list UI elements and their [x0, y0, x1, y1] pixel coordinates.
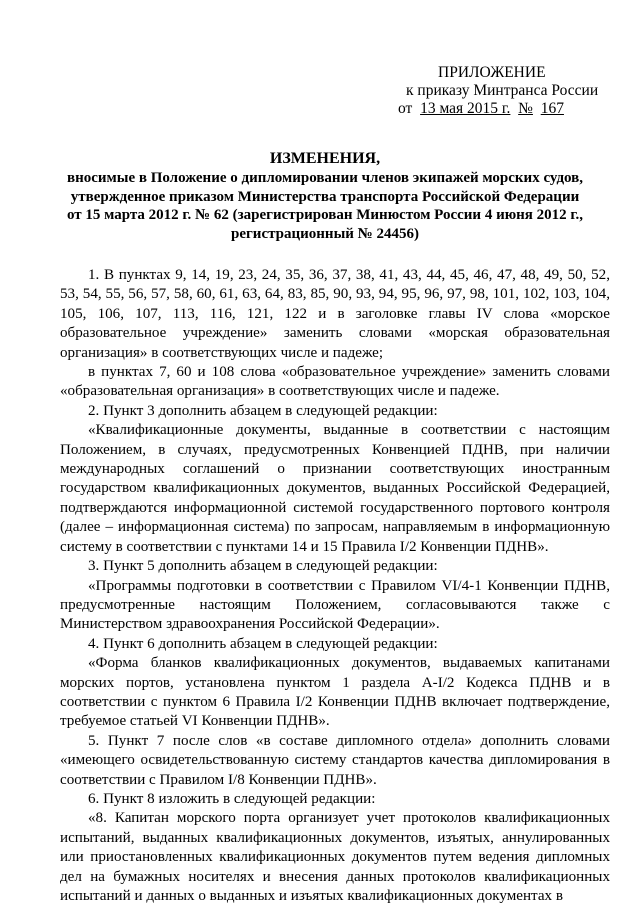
number-prefix: № [518, 100, 533, 117]
document-heading [60, 150, 590, 243]
paragraph: «Программы подготовки в соответствии с Правилом VI/4-1 Конвенции ПДНВ, предусмотренные настоящим Положением, согласовываются также с Министерством здравоохранения Российской Федерации». [60, 577, 610, 633]
paragraph: 3. Пункт 5 дополнить абзацем в следующей редакции: [88, 558, 438, 575]
paragraph: 2. Пункт 3 дополнить абзацем в следующей редакции: [88, 402, 438, 419]
paragraph: 5. Пункт 7 после слов «в составе дипломного отдела» дополнить словами «имеющего освидетельствованную систему стандартов качества дипломирования в соответствии с Правилом I/8 Конвенции ПДНВ». [60, 732, 610, 788]
appendix-order-ref: к приказу Минтранса России [406, 82, 599, 99]
order-date: 13 мая 2015 г. [420, 100, 511, 117]
paragraph: 6. Пункт 8 изложить в следующей редакции: [88, 790, 376, 807]
document-body [60, 266, 610, 906]
paragraph: в пунктах 7, 60 и 108 слова «образовательное учреждение» заменить словами «образовательная организация» в соответствующих числе и падеже. [60, 364, 610, 400]
paragraph: «Квалификационные документы, выданные в соответствии с настоящим Положением, в случаях, предусмотренных Конвенцией ПДНВ, при наличии международных соглашений о признании соответствующих иностранным государством квалификационных документов, выданных Российской Федерацией, подтверждаются информационной системой государственного портового контроля (далее – информационная система) по запросам, направляемым в информационную систему в соответствии с пунктами 14 и 15 Правила I/2 Конвенции ПДНВ». [60, 422, 610, 555]
appendix-date-line [398, 100, 608, 118]
paragraph: «8. Капитан морского порта организует учет протоколов квалификационных испытаний, выданных квалификационных документов, изъятых, аннулированных или приостановленных квалификационных документов путем ведения дипломных дел на бумажных носителях и внесения данных протоколов квалификационных испытаний и данных о выданных и изъятых квалификационных документах в [60, 810, 610, 904]
order-number: 167 [540, 100, 564, 117]
paragraph: 1. В пунктах 9, 14, 19, 23, 24, 35, 36, 37, 38, 41, 43, 44, 45, 46, 47, 48, 49, 50, 52, 53, 54, 55, 56, 57, 58, 60, 61, 63, 64, 83, 85, 90, 93, 94, 95, 96, 97, 98, 101, 102, 103, 104, 105, 106, 107, 113, 116, 121, 122 и в заголовке главы IV слова «морское образовательное учреждение» заменить словами «морская образовательная организация» в соответствующих числе и падеже; [60, 267, 610, 361]
appendix-title: ПРИЛОЖЕНИЕ [438, 64, 546, 81]
heading-title: ИЗМЕНЕНИЯ, [269, 150, 381, 167]
heading-line: вносимые в Положение о дипломировании членов экипажей морских судов, [66, 170, 584, 187]
heading-line: регистрационный № 24456) [231, 225, 419, 242]
paragraph: 4. Пункт 6 дополнить абзацем в следующей редакции: [88, 635, 438, 652]
appendix-block [398, 64, 608, 118]
date-prefix: от [398, 100, 413, 117]
heading-line: утвержденное приказом Министерства транспорта Российской Федерации [70, 188, 580, 205]
paragraph: «Форма бланков квалификационных документов, выдаваемых капитанами морских портов, установлена пунктом 1 раздела A-I/2 Кодекса ПДНВ и в соответствии с пунктом 6 Правила I/2 Конвенции ПДНВ включает подтверждение, требуемое статьей VI Конвенции ПДНВ». [60, 655, 610, 730]
heading-line: от 15 марта 2012 г. № 62 (зарегистрирован Минюстом России 4 июня 2012 г., [66, 207, 584, 224]
